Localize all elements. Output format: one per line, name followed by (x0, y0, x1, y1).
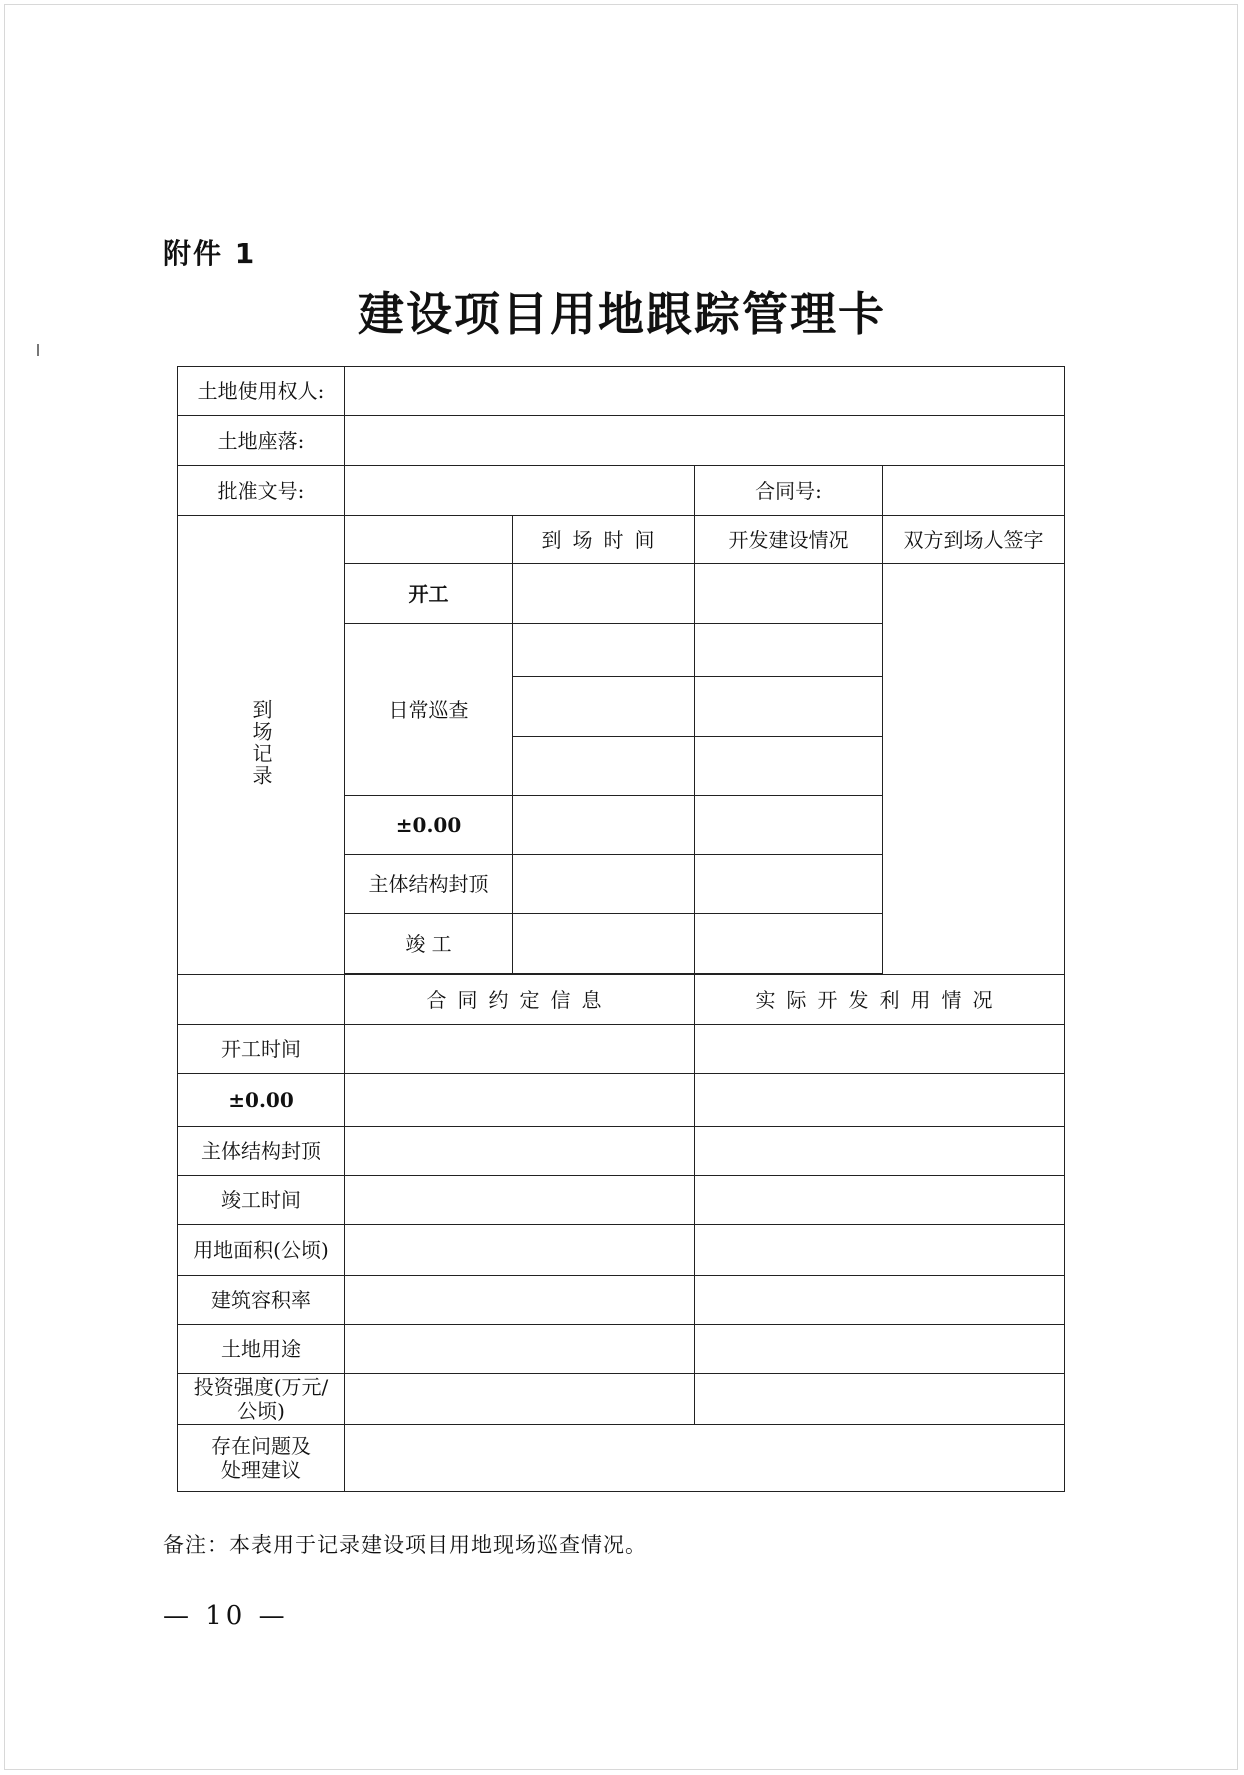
actual-field[interactable] (695, 1225, 1065, 1276)
compare-row-label: 主体结构封顶 (178, 1127, 345, 1176)
contract-field[interactable] (345, 1025, 695, 1074)
table-row (178, 1127, 1065, 1176)
stage-zero-progress[interactable] (695, 796, 883, 855)
visit-section-cell (178, 516, 345, 975)
actual-field[interactable] (695, 1374, 1065, 1425)
table-row (178, 1225, 1065, 1276)
stage-complete-label: 竣 工 (345, 914, 513, 974)
stage-complete-progress[interactable] (695, 914, 883, 974)
actual-usage-header: 实际开发利用情况 (695, 975, 1065, 1025)
actual-field[interactable] (695, 1074, 1065, 1127)
tracking-card-table (177, 366, 1065, 1492)
attachment-label: 附件 1 (163, 237, 257, 270)
stage-topping-time[interactable] (513, 855, 695, 914)
stage-topping-progress[interactable] (695, 855, 883, 914)
table-row (178, 516, 1065, 564)
contract-field[interactable] (345, 1127, 695, 1176)
contract-field[interactable] (345, 1374, 695, 1425)
land-user-field[interactable] (345, 367, 1065, 416)
compare-row-label: 开工时间 (178, 1025, 345, 1074)
table-row (178, 416, 1065, 466)
patrol-time-2[interactable] (513, 677, 695, 737)
visit-section-label: 到场记录 (249, 698, 273, 787)
contract-field[interactable] (345, 1225, 695, 1276)
location-label: 土地座落: (178, 416, 345, 466)
visit-time-header: 到场时间 (513, 516, 695, 564)
patrol-time-1[interactable] (513, 624, 695, 677)
page-number: — 10 — (163, 1601, 289, 1631)
table-row (178, 1325, 1065, 1374)
compare-row-label: 竣工时间 (178, 1176, 345, 1225)
stage-zero-label: ±0.00 (345, 796, 513, 855)
actual-field[interactable] (695, 1025, 1065, 1074)
compare-row-label: 土地用途 (178, 1325, 345, 1374)
stage-patrol-label: 日常巡查 (345, 624, 513, 796)
table-row (178, 1025, 1065, 1074)
location-field[interactable] (345, 416, 1065, 466)
table-row (178, 466, 1065, 516)
compare-row-label: 用地面积(公顷) (178, 1225, 345, 1276)
stage-complete-time[interactable] (513, 914, 695, 974)
compare-row-label: 建筑容积率 (178, 1276, 345, 1325)
table-row (178, 1425, 1065, 1492)
stage-topping-label: 主体结构封顶 (345, 855, 513, 914)
compare-row-label: ±0.00 (178, 1074, 345, 1127)
stage-start-time[interactable] (513, 564, 695, 624)
actual-field[interactable] (695, 1276, 1065, 1325)
scan-mark (37, 344, 39, 356)
patrol-progress-2[interactable] (695, 677, 883, 737)
document-title: 建设项目用地跟踪管理卡 (358, 287, 886, 341)
contract-field[interactable] (345, 1074, 695, 1127)
table-row (178, 975, 1065, 1025)
contract-field[interactable] (345, 1276, 695, 1325)
table-row (178, 1374, 1065, 1425)
progress-header: 开发建设情况 (695, 516, 883, 564)
actual-field[interactable] (695, 1176, 1065, 1225)
compare-row-label: 投资强度(万元/公顷) (178, 1374, 345, 1425)
stage-zero-time[interactable] (513, 796, 695, 855)
table-row (178, 1276, 1065, 1325)
patrol-progress-3[interactable] (695, 737, 883, 796)
blank-compare-header (178, 975, 345, 1025)
table-row (178, 1176, 1065, 1225)
issues-label: 存在问题及处理建议 (178, 1425, 345, 1492)
footnote: 备注：本表用于记录建设项目用地现场巡查情况。 (163, 1533, 647, 1557)
approval-field[interactable] (345, 466, 695, 516)
table-row (178, 367, 1065, 416)
signature-header: 双方到场人签字 (883, 516, 1065, 564)
stage-start-progress[interactable] (695, 564, 883, 624)
patrol-progress-1[interactable] (695, 624, 883, 677)
contract-no-label: 合同号: (695, 466, 883, 516)
table-row (178, 1074, 1065, 1127)
actual-field[interactable] (695, 1127, 1065, 1176)
approval-label: 批准文号: (178, 466, 345, 516)
actual-field[interactable] (695, 1325, 1065, 1374)
stage-start-label: 开工 (345, 564, 513, 624)
contract-no-field[interactable] (883, 466, 1065, 516)
contract-field[interactable] (345, 1176, 695, 1225)
signature-field[interactable] (883, 564, 1065, 975)
contract-field[interactable] (345, 1325, 695, 1374)
issues-field[interactable] (345, 1425, 1065, 1492)
land-user-label: 土地使用权人: (178, 367, 345, 416)
blank-header-cell (345, 516, 513, 564)
patrol-time-3[interactable] (513, 737, 695, 796)
contract-info-header: 合同约定信息 (345, 975, 695, 1025)
